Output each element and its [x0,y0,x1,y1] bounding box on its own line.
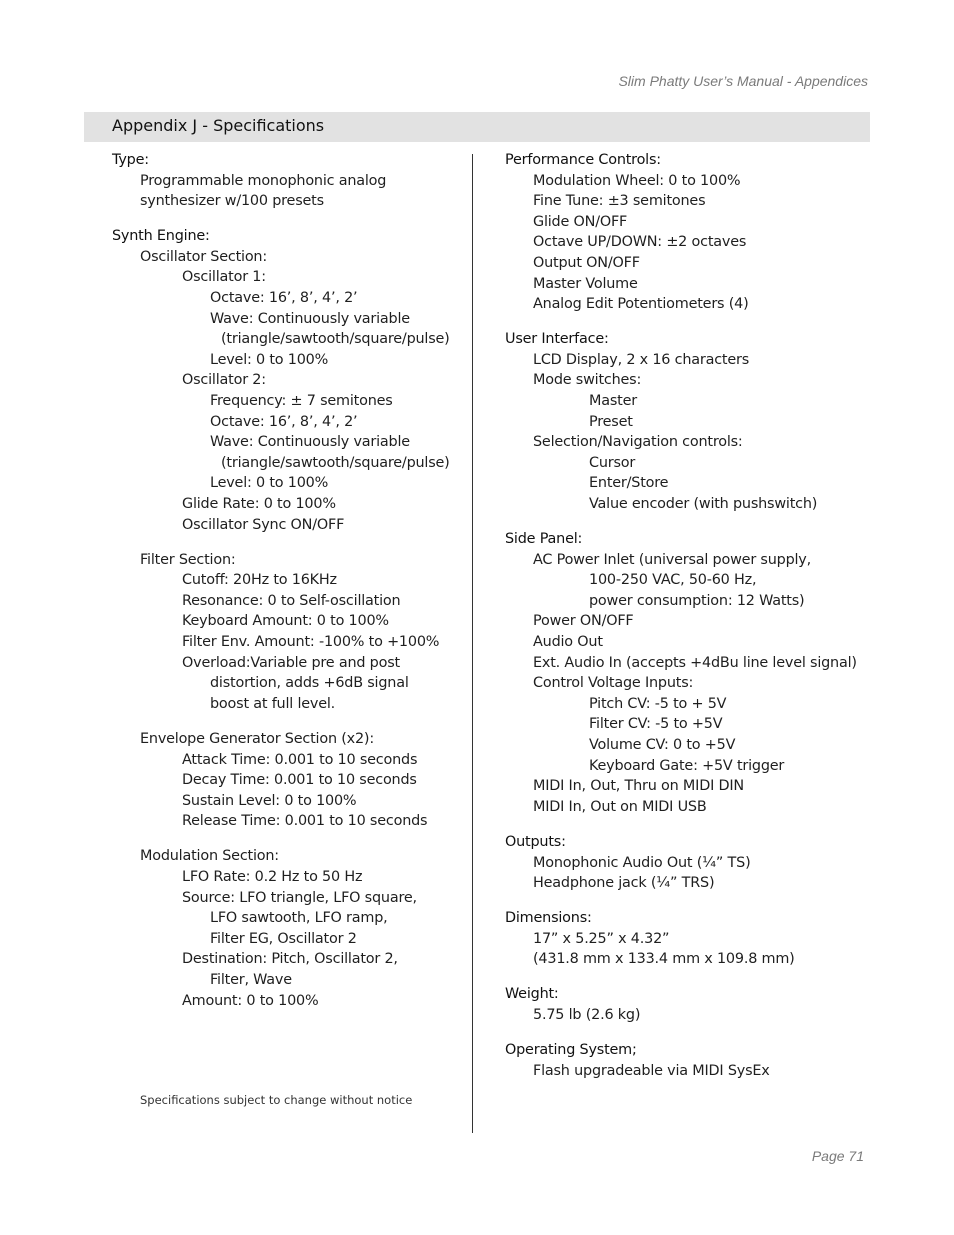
spec-line: distortion, adds +6dB signal [210,675,409,692]
spec-line: Master Volume [533,275,638,292]
spec-line: AC Power Inlet (universal power supply, [533,551,811,568]
spec-line: Monophonic Audio Out (¼” TS) [533,854,751,871]
spacer [112,832,462,847]
spec-line: boost at full level. [210,695,336,712]
spec-line: Audio Out [533,634,603,651]
column-divider [472,154,473,1133]
spacer [112,535,462,550]
spec-line: Resonance: 0 to Self-oscillation [182,592,401,609]
spec-line: 100-250 VAC, 50-60 Hz, [589,572,757,589]
spec-line: Selection/Navigation controls: [533,434,743,451]
spec-line: Oscillator 2: [182,372,266,389]
spec-line: LFO Rate: 0.2 Hz to 50 Hz [182,869,363,885]
spec-line: Analog Edit Potentiometers (4) [533,296,749,313]
spec-line: (431.8 mm x 133.4 mm x 109.8 mm) [533,951,795,968]
spec-line: (triangle/sawtooth/square/pulse) [221,331,450,348]
spec-line: Destination: Pitch, Oscillator 2, [182,951,398,968]
spacer [112,212,462,227]
spec-line: Pitch CV: -5 to + 5V [589,695,727,712]
disclaimer-note: Specifications subject to change without notice [140,1093,413,1107]
spec-line: power consumption: 12 Watts) [589,592,805,609]
spec-line: MIDI In, Out on MIDI USB [533,798,707,815]
spec-line: 17” x 5.25” x 4.32” [533,930,670,947]
spec-line: Sustain Level: 0 to 100% [182,792,357,809]
spec-line: Oscillator 1: [182,269,266,286]
spacer [505,817,865,832]
spec-line: Filter CV: -5 to +5V [589,716,723,733]
spec-line: Frequency: ± 7 semitones [210,393,393,410]
section-title: Appendix J - Specifications [112,116,325,135]
spec-line: Overload:Variable pre and post [182,654,400,671]
spec-line: Glide Rate: 0 to 100% [182,496,336,512]
spec-heading: Synth Engine: [112,228,210,245]
spec-line: Filter, Wave [210,971,292,988]
spec-line: Control Voltage Inputs: [533,675,694,692]
spacer [505,515,865,530]
spec-line: Octave: 16’, 8’, 4’, 2’ [210,413,358,430]
spec-heading: Outputs: [505,833,566,850]
spacer [505,894,865,909]
spec-line: Cutoff: 20Hz to 16KHz [182,572,337,589]
spec-line: Mode switches: [533,372,642,389]
spec-line: Keyboard Gate: +5V trigger [589,757,785,774]
running-header: Slim Phatty User’s Manual - Appendices [618,73,868,89]
spec-heading: User Interface: [505,331,609,348]
spec-line: Filter Env. Amount: -100% to +100% [182,634,440,651]
spec-line: Modulation Section: [140,848,279,865]
spec-heading: Operating System; [505,1042,637,1059]
spec-line: Headphone jack (¼” TRS) [533,875,715,892]
spec-line: Ext. Audio In (accepts +4dBu line level signal) [533,654,857,671]
spec-heading: Performance Controls: [505,152,661,168]
spec-line: Volume CV: 0 to +5V [589,737,736,754]
spec-line: Octave UP/DOWN: ±2 octaves [533,234,747,251]
spacer [505,1026,865,1041]
spec-line: Programmable monophonic analog [140,172,387,189]
spacer [112,714,462,729]
spec-line: Oscillator Section: [140,248,268,265]
spec-line: Filter Section: [140,551,236,568]
spec-line: Fine Tune: ±3 semitones [533,193,706,210]
spec-line: 5.75 lb (2.6 kg) [533,1007,641,1024]
spec-line: Value encoder (with pushswitch) [589,496,818,512]
spec-line: Level: 0 to 100% [210,475,329,492]
spec-line: (triangle/sawtooth/square/pulse) [221,454,450,471]
spec-line: Modulation Wheel: 0 to 100% [533,172,741,189]
spec-line: Filter EG, Oscillator 2 [210,930,357,947]
left-spec-column [112,150,462,1011]
spec-line: Keyboard Amount: 0 to 100% [182,613,389,630]
spec-heading: Dimensions: [505,910,592,927]
page-number: Page 71 [811,1148,864,1164]
spec-line: Wave: Continuously variable [210,310,410,327]
spec-line: Release Time: 0.001 to 10 seconds [182,813,428,830]
spec-line: Amount: 0 to 100% [182,992,319,1009]
spec-line: MIDI In, Out, Thru on MIDI DIN [533,778,744,795]
spec-line: Master [589,393,637,410]
spec-line: Glide ON/OFF [533,213,628,230]
spec-heading: Type: [112,152,149,168]
spec-line: Flash upgradeable via MIDI SysEx [533,1062,770,1079]
spec-line: Preset [589,413,633,430]
right-spec-column [505,150,865,1081]
spec-line: Attack Time: 0.001 to 10 seconds [182,751,418,768]
spec-line: Source: LFO triangle, LFO square, [182,889,417,906]
spec-line: Power ON/OFF [533,613,634,630]
spec-line: LFO sawtooth, LFO ramp, [210,910,388,927]
spec-line: Oscillator Sync ON/OFF [182,516,345,533]
spec-line: Output ON/OFF [533,254,640,271]
spec-line: Enter/Store [589,475,669,492]
spec-heading: Weight: [505,986,559,1003]
spec-line: Cursor [589,454,636,471]
spec-line: Decay Time: 0.001 to 10 seconds [182,772,417,789]
spec-line: Wave: Continuously variable [210,434,410,451]
section-header-bar [84,112,870,142]
spec-line: LCD Display, 2 x 16 characters [533,351,750,368]
spacer [505,315,865,330]
spec-line: synthesizer w/100 presets [140,193,324,210]
spec-line: Level: 0 to 100% [210,351,329,368]
spec-line: Octave: 16’, 8’, 4’, 2’ [210,290,358,307]
spacer [505,970,865,985]
spec-heading: Side Panel: [505,531,583,548]
spec-line: Envelope Generator Section (x2): [140,730,374,747]
